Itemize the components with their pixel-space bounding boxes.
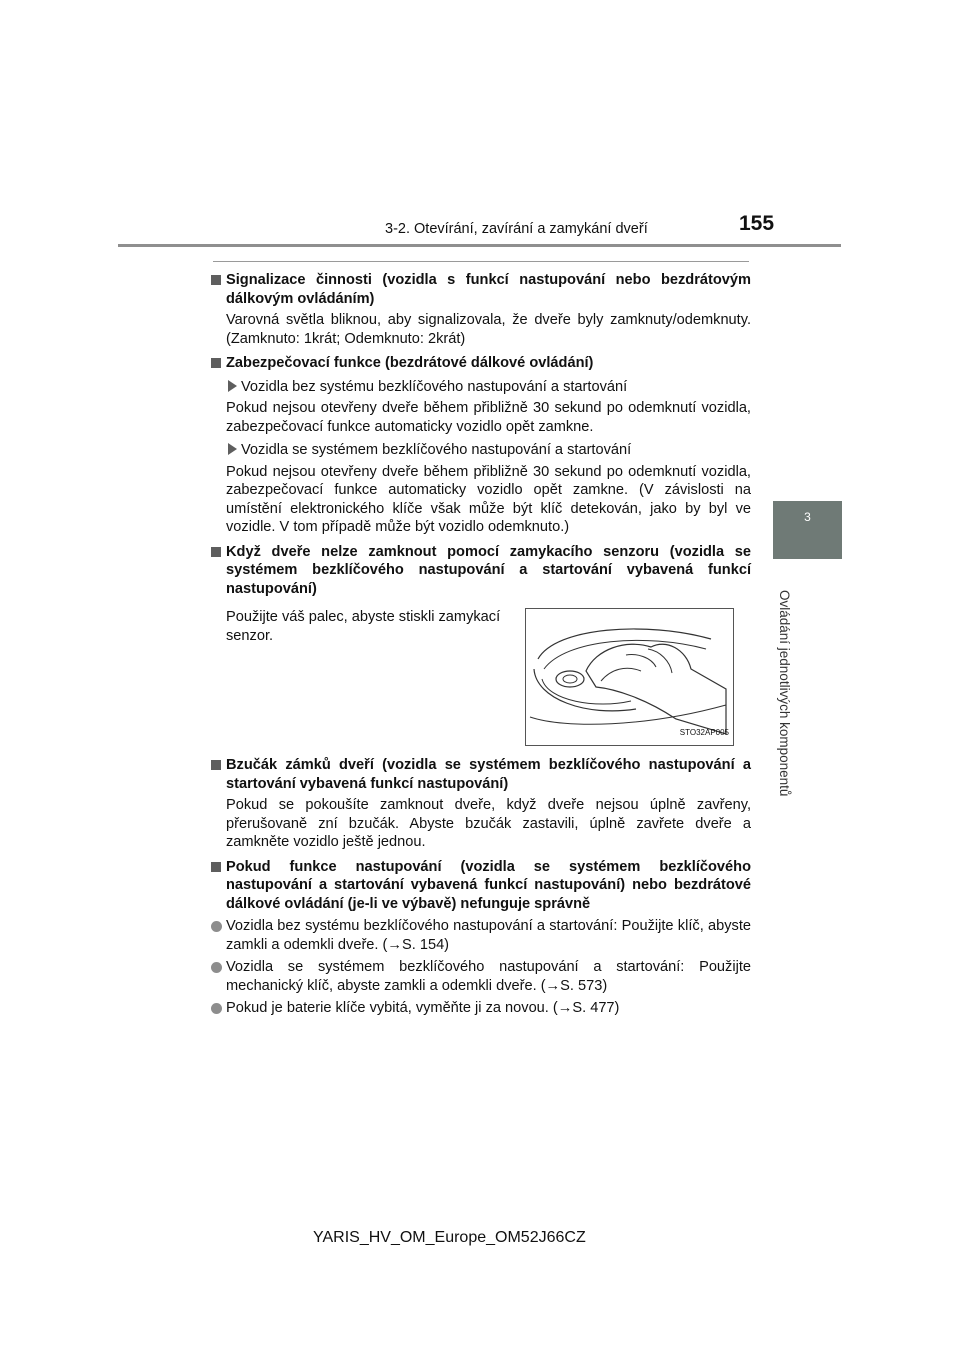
- square-bullet-icon: [211, 547, 221, 557]
- sub-heading-text: Vozidla se systémem bezklíčového nastupování a startování: [241, 442, 632, 458]
- header-rule: [118, 244, 841, 247]
- paragraph: Použijte váš palec, abyste stiskli zamykací senzor.: [226, 609, 501, 644]
- section-heading-text: Signalizace činnosti (vozidla s funkcí nastupování nebo bezdrátovým dálkovým ovládáním): [226, 272, 751, 307]
- circle-bullet-icon: [211, 962, 222, 973]
- content-rule: [213, 261, 749, 262]
- figure-code: STO32AP005: [679, 727, 729, 737]
- section-heading-text: Zabezpečovací funkce (bezdrátové dálkové ovládání): [226, 355, 594, 371]
- circle-bullet-icon: [211, 921, 222, 932]
- triangle-bullet-icon: [228, 380, 237, 392]
- chapter-label: Ovládání jednotlivých komponentů: [777, 590, 792, 797]
- list-item: [211, 917, 751, 954]
- lock-sensor-illustration: [525, 608, 734, 746]
- section-heading-text: Když dveře nelze zamknout pomocí zamykacího senzoru (vozidla se systémem bezklíčového nastupování a startování vybavená funkcí nastupování): [226, 543, 751, 597]
- square-bullet-icon: [211, 862, 221, 872]
- section-heading: [211, 354, 751, 373]
- sub-heading-text: Vozidla bez systému bezklíčového nastupování a startování: [241, 378, 628, 395]
- list-item-text: Pokud je baterie klíče vybitá, vyměňte ji za novou. (→S. 477): [226, 1000, 620, 1016]
- list-item: [211, 999, 751, 1018]
- square-bullet-icon: [211, 358, 221, 368]
- page-number: 155: [739, 212, 775, 235]
- triangle-bullet-icon: [228, 443, 237, 455]
- section-heading-text: Pokud funkce nastupování (vozidla se systémem bezklíčového nastupování a startování vybavená funkcí nastupování) nebo bezdrátové dálkové ovládání (je-li ve výbavě) nefunguje správně: [226, 858, 751, 912]
- paragraph: Varovná světla bliknou, aby signalizovala, že dveře byly zamknuty/odemknuty. (Zamknuto: 1krát; Odemknuto: 2krát): [226, 312, 751, 347]
- chapter-number: 3: [804, 510, 811, 524]
- figure-row: [211, 600, 751, 750]
- list-item-text: Vozidla bez systému bezklíčového nastupování a startování: Použijte klíč, abyste zamkli a odemkli dveře. (→S. 154): [226, 918, 751, 953]
- section-heading: [211, 756, 751, 793]
- square-bullet-icon: [211, 275, 221, 285]
- paragraph: Pokud nejsou otevřeny dveře během přibližně 30 sekund po odemknutí vozidla, zabezpečovací funkce automaticky vozidlo opět zamkne.: [226, 400, 751, 435]
- section-heading: [211, 858, 751, 914]
- square-bullet-icon: [211, 760, 221, 770]
- document-footer: YARIS_HV_OM_Europe_OM52J66CZ: [313, 1229, 586, 1246]
- paragraph: Pokud se pokoušíte zamknout dveře, když dveře nejsou úplně zavřeny, přerušovaně zní bzučák. Abyste bzučák zastavili, úplně zavřete dveře a zamkněte vozidlo ještě jednou.: [226, 797, 751, 850]
- list-item: [211, 958, 751, 995]
- sub-heading: [211, 441, 751, 460]
- paragraph: Pokud nejsou otevřeny dveře během přibližně 30 sekund po odemknutí vozidla, zabezpečovací funkce automaticky vozidlo opět zamkne. (V závislosti na umístění elektronického klíče však může být klíč detekován, jako by byl ve vozidle. V tom případě může být vozidlo odemknuto.): [226, 463, 751, 535]
- header-section-title: 3-2. Otevírání, zavírání a zamykání dveří: [385, 221, 648, 237]
- section-heading: [211, 271, 751, 308]
- list-item-text: Vozidla se systémem bezklíčového nastupování a startování: Použijte mechanický klíč, abyste zamkli a odemkli dveře. (→S. 573): [226, 959, 751, 994]
- section-heading-text: Bzučák zámků dveří (vozidla se systémem bezklíčového nastupování a startování vybavená funkcí nastupování): [226, 757, 751, 792]
- sub-heading: [211, 378, 751, 397]
- circle-bullet-icon: [211, 1003, 222, 1014]
- section-heading: [211, 543, 751, 599]
- page-content: [211, 265, 751, 1018]
